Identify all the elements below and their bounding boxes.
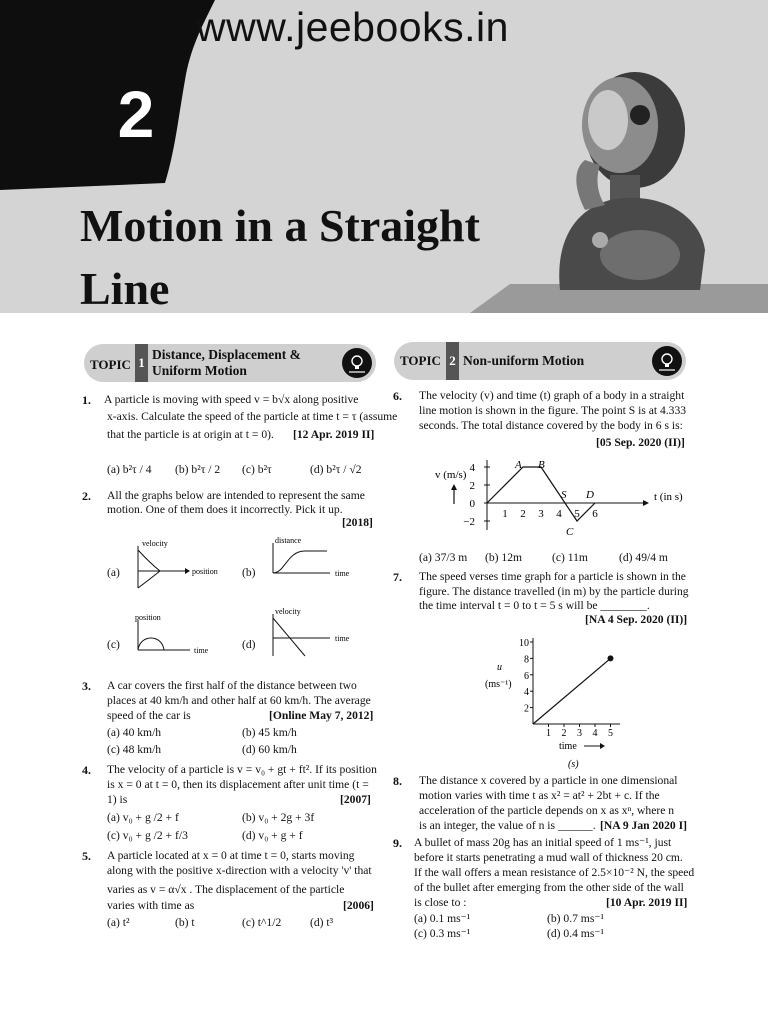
question-text: line motion is shown in the figure. The point S is at 4.333 (419, 404, 687, 417)
website-url[interactable]: www.jeebooks.in (196, 4, 509, 50)
st-ytick: 10 (519, 638, 529, 649)
st-ytick: 8 (524, 654, 529, 666)
st-ylabel: u (497, 662, 502, 673)
question-text: A particle is moving with speed v = b√x along positive (104, 393, 359, 406)
option-c[interactable]: (c) v₀ + g /2 + f/3 (107, 829, 188, 842)
option-b[interactable]: (b) 0.7 ms⁻¹ (547, 912, 604, 925)
question-reference: [2018] (342, 516, 373, 529)
st-ytick: 4 (524, 687, 529, 699)
question-text: seconds. The total distance covered by the body in 6 s is: (419, 419, 683, 432)
bulb-icon (342, 348, 372, 378)
question-reference: [2007] (340, 793, 371, 806)
option-a[interactable]: (a) v₀ + g /2 + f (107, 811, 179, 824)
vt-ytick: 2 (469, 480, 475, 492)
option-c[interactable]: (c) 11m (552, 551, 588, 564)
topic-2-title: Non-uniform Motion (463, 353, 585, 368)
graph-c-ylabel: position (135, 613, 161, 622)
question-text: the time interval t = 0 to t = 5 s will be ________. (419, 599, 650, 612)
question-number: 9. (393, 836, 402, 850)
st-xtick: 4 (592, 728, 598, 739)
option-b[interactable]: (b) b²τ / 2 (175, 463, 221, 476)
question-text: is close to : (414, 896, 467, 909)
question-text: A bullet of mass 20g has an initial speed of 1 ms⁻¹, just (414, 836, 672, 849)
question-reference: [05 Sep. 2020 (II)] (596, 436, 685, 449)
question-text: The distance x covered by a particle in one dimensional (419, 774, 678, 787)
question-text: 1) is (107, 793, 128, 806)
question-text: All the graphs below are intended to represent the same (107, 489, 365, 502)
question-reference: [12 Apr. 2019 II] (293, 428, 375, 441)
robot-illustration (559, 72, 705, 290)
question-text: before it starts penetrating a mud wall of thickness 20 cm. (414, 851, 683, 864)
option-d[interactable]: (d) 0.4 ms⁻¹ (547, 927, 604, 940)
bulb-icon (652, 346, 682, 376)
option-d[interactable]: (d) v₀ + g + f (242, 829, 303, 842)
st-xtick: 1 (546, 728, 551, 739)
question-text: A car covers the first half of the distance between two (107, 679, 357, 692)
question-text: is x = 0 at t = 0, then its displacement after unit time (t = (107, 778, 369, 791)
topic-1-label: TOPIC (90, 357, 131, 372)
question-reference: [10 Apr. 2019 II] (606, 896, 688, 909)
option-c[interactable]: (c) 48 km/h (107, 743, 162, 756)
question-text: If the wall offers a mean resistance of 2.5×10⁻² N, the speed (414, 866, 695, 879)
st-xtick: 5 (608, 728, 613, 739)
graph-d-xlabel: time (335, 634, 350, 643)
option-d[interactable]: (d) t³ (310, 916, 334, 929)
question-number: 7. (393, 570, 402, 584)
vt-graph (425, 452, 685, 544)
topic-1-title-line1: Distance, Displacement & (152, 347, 301, 362)
question-text: The speed verses time graph for a particle is shown in the (419, 570, 686, 583)
option-d[interactable]: (d) b²τ / √2 (310, 463, 362, 476)
st-xlabel: time (559, 741, 577, 752)
vt-ytick: 0 (469, 498, 475, 510)
option-d[interactable]: (d) 60 km/h (242, 743, 297, 756)
speed-time-graph (480, 632, 630, 772)
graph-c (130, 612, 230, 657)
vt-ylabel: v (m/s) (435, 469, 467, 481)
st-xtick: 3 (577, 728, 582, 739)
option-a[interactable]: (a) 40 km/h (107, 726, 162, 739)
point-D: D (586, 489, 594, 501)
vt-xlabel: t (in s) (654, 491, 683, 503)
vt-xtick: 6 (592, 508, 598, 520)
graph-c-xlabel: time (194, 646, 209, 655)
question-text: A particle located at x = 0 at time t = 0, starts moving (107, 849, 355, 862)
option-a[interactable]: (a) 37/3 m (419, 551, 468, 564)
st-xtick: 2 (561, 728, 567, 739)
question-text: along with the positive x-direction with a velocity 'v' that (107, 864, 372, 877)
question-text: The velocity (v) and time (t) graph of a body in a straight (419, 389, 685, 402)
vt-xtick: 4 (556, 508, 562, 520)
graph-b-curve (273, 551, 327, 573)
st-ytick: 6 (524, 670, 529, 682)
graph-a (130, 538, 230, 593)
question-number: 3. (82, 679, 91, 693)
st-ytick: 2 (524, 703, 529, 715)
vt-xtick: 3 (538, 508, 544, 520)
option-b[interactable]: (b) v₀ + 2g + 3f (242, 811, 315, 824)
question-number: 6. (393, 389, 402, 403)
graph-b-ylabel: distance (275, 536, 302, 545)
question-text: of the bullet after emerging from the other side of the wall (414, 881, 684, 894)
graph-a-ylabel: velocity (142, 539, 168, 548)
chapter-banner (0, 0, 768, 313)
question-text: figure. The distance travelled (in m) by the particle during (419, 585, 689, 598)
vt-xtick: 5 (574, 508, 580, 520)
question-text: is an integer, the value of n is ______. (419, 819, 596, 832)
question-text: x-axis. Calculate the speed of the particle at time t = τ (assume (107, 410, 398, 423)
question-reference: [Online May 7, 2012] (269, 709, 374, 722)
chapter-number: 2 (117, 77, 155, 151)
question-number: 4. (82, 763, 91, 777)
question-number: 8. (393, 774, 402, 788)
question-number: 5. (82, 849, 91, 863)
question-number: 1. (82, 393, 91, 407)
graph-a-label: (a) (107, 566, 120, 579)
option-c[interactable]: (c) t^1/2 (242, 916, 282, 929)
question-reference: [NA 4 Sep. 2020 (II)] (585, 613, 688, 626)
question-number: 2. (82, 489, 91, 503)
chapter-title-line2: Line (80, 263, 170, 313)
question-text: varies as v = α√x . The displacement of the particle (107, 883, 345, 896)
st-end-point (608, 655, 614, 661)
chapter-title-line1: Motion in a Straight (80, 200, 480, 251)
graph-b-xlabel: time (335, 569, 350, 578)
topic-1-title-line2: Uniform Motion (152, 363, 247, 378)
option-a[interactable]: (a) t² (107, 916, 130, 929)
graph-d-ylabel: velocity (275, 607, 301, 616)
question-text: motion. One of them does it incorrectly. Pick it up. (107, 503, 343, 516)
question-text: places at 40 km/h and other half at 60 km/h. The average (107, 694, 371, 707)
question-text: The velocity of a particle is v = v₀ + gt + ft². If its position (107, 763, 377, 776)
option-a[interactable]: (a) 0.1 ms⁻¹ (414, 912, 471, 925)
vt-ytick: 4 (469, 462, 475, 474)
st-line (533, 658, 611, 724)
graph-b-label: (b) (242, 566, 256, 579)
topic-1-number: 1 (135, 344, 148, 382)
question-text: speed of the car is (107, 709, 191, 722)
graph-d-label: (d) (242, 638, 256, 651)
option-b[interactable]: (b) 12m (485, 551, 523, 564)
point-S: S (561, 489, 567, 501)
vt-ytick: −2 (463, 516, 475, 528)
question-text: motion varies with time t as x² = at² + 2bt + c. If the (419, 789, 660, 802)
topic-2-number: 2 (446, 342, 459, 380)
point-B: B (538, 459, 545, 471)
question-reference: [2006] (343, 899, 374, 912)
question-text: varies with time as (107, 899, 195, 912)
graph-c-label: (c) (107, 638, 120, 651)
option-b[interactable]: (b) 45 km/h (242, 726, 297, 739)
option-c[interactable]: (c) 0.3 ms⁻¹ (414, 927, 471, 940)
question-text: that the particle is at origin at t = 0). (107, 428, 274, 441)
option-b[interactable]: (b) t (175, 916, 195, 929)
question-text: acceleration of the particle depends on x as xⁿ, where n (419, 804, 675, 817)
graph-d-line (273, 618, 305, 656)
question-reference: [NA 9 Jan 2020 I] (600, 819, 687, 832)
point-C: C (566, 526, 574, 538)
topic-2-label: TOPIC (400, 353, 441, 368)
vt-xtick: 1 (502, 508, 508, 520)
graph-c-curve (138, 638, 164, 650)
graph-b (265, 535, 365, 593)
option-d[interactable]: (d) 49/4 m (619, 551, 668, 564)
graph-a-curve (138, 550, 160, 588)
vt-xtick: 2 (520, 508, 526, 520)
st-yunit: (ms⁻¹) (485, 679, 512, 690)
option-a[interactable]: (a) b²τ / 4 (107, 463, 152, 476)
option-c[interactable]: (c) b²τ (242, 463, 272, 476)
graph-d (265, 606, 365, 658)
point-A: A (515, 459, 522, 471)
st-xunit: (s) (568, 759, 579, 770)
graph-a-xlabel: position (192, 567, 218, 576)
